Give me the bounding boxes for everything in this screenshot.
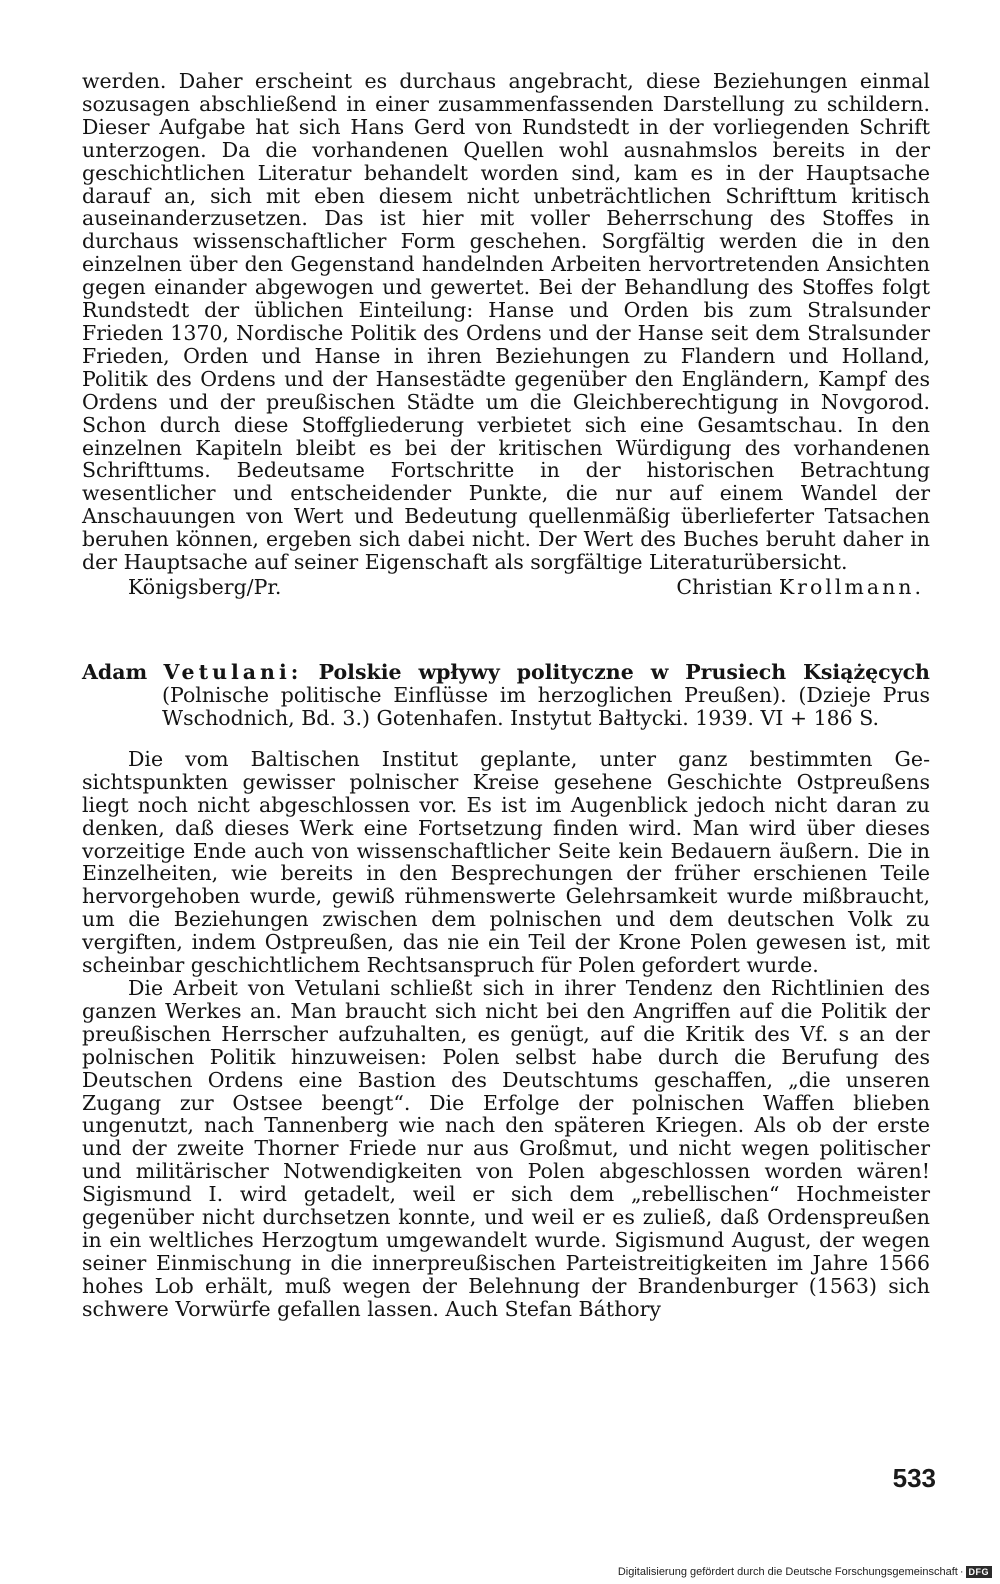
- review-bibliography: (Polnische politische Einflüsse im herzoglichen Preußen). (Dzieje Prus Wschodnich, Bd. 3.) Gotenhafen. Instytut Bałtycki. 1939. VI + 186 S.: [162, 682, 930, 730]
- review-body: [82, 748, 930, 1321]
- footer-credit: [618, 1566, 992, 1578]
- review-paragraph-1: Die vom Baltischen Institut geplante, unter ganz bestimmten Gesichtspunkten gewisser polnischer Kreise gesehene Geschichte Ostpreußens liegt noch nicht abgeschlossen vor. Es ist im Augenblick jedoch nicht daran zu denken, daß dieses Werk eine Fortsetzung finden wird. Man wird über dieses vorzeitige Ende auch von wissenschaftlicher Seite kein Bedauern äußern. Die in Einzelheiten, wie bereits in den Besprechungen der früher erschienen Teile hervorgehoben wurde, gewiß rühmenswerte Gelehrsamkeit wurde mißbraucht, um die Beziehungen zwischen dem polnischen und dem deutschen Volk zu vergiften, indem Ostpreußen, das nie ein Teil der Krone Polen gewesen ist, mit scheinbar geschichtlichem Rechtsanspruch für Polen gefordert wurde.: [82, 746, 930, 978]
- review-heading: [82, 661, 930, 730]
- signature-reviewer: [676, 576, 924, 599]
- footer-text: Digitalisierung gefördert durch die Deutsche Forschungsgemeinschaft: [617, 1566, 958, 1578]
- review-book-title: Polskie wpływy polityczne w Prusiech Książęcych: [318, 659, 930, 684]
- page-body: [82, 70, 930, 1321]
- dfg-logo-icon: DFG: [966, 1566, 993, 1578]
- signature-place: Königsberg/Pr.: [128, 574, 282, 599]
- review-author-last: Vetulani:: [163, 659, 303, 684]
- reviewer-last-name: Krollmann.: [778, 574, 924, 599]
- continuation-paragraph: werden. Daher erscheint es durchaus angebracht, diese Beziehungen einmal sozusagen abschließend in einer zusammenfassenden Darstellung zu schildern. Dieser Aufgabe hat sich Hans Gerd von Rundstedt in der vorliegenden Schrift unterzogen. Da die vorhandenen Quellen wohl ausnahmslos bereits in der geschichtlichen Literatur behandelt worden sind, kam es in der Hauptsache darauf an, sich mit eben diesem nicht unbeträchtlichen Schrifttum kritisch auseinanderzusetzen. Das ist hier mit voller Beherrschung des Stoffes in durchaus wissenschaftlicher Form geschehen. Sorgfältig werden die in den einzelnen über den Gegenstand handelnden Arbeiten hervortretenden Ansichten gegen einander abgewogen und gewertet. Bei der Behandlung des Stoffes folgt Rundstedt der üblichen Einteilung: Hanse und Orden bis zum Stralsunder Frieden 1370, Nordische Politik des Ordens und der Hanse seit dem Stralsunder Frieden, Orden und Hanse in ihren Beziehungen zu Flandern und Holland, Politik des Ordens und der Hansestädte gegenüber den Engländern, Kampf des Ordens und der preußischen Städte um die Gleichberechtigung in Novgorod. Schon durch diese Stoffgliederung verbietet sich eine Gesamtschau. In den einzelnen Kapiteln bleibt es bei der kritischen Würdigung des vorhandenen Schrifttums. Bedeutsame Fortschritte in der historischen Betrachtung wesentlicher und entscheidender Punkte, die nur auf einem Wandel der Anschauungen von Wert und Bedeutung quellenmäßig überlieferter Tatsachen beruhen können, ergeben sich dabei nicht. Der Wert des Buches beruht daher in der Hauptsache auf seiner Eigenschaft als sorgfältige Literaturübersicht.: [82, 69, 930, 575]
- reviewer-first-name: Christian: [676, 574, 773, 599]
- review-signature: [82, 576, 930, 599]
- review-author-first: Adam: [82, 659, 148, 684]
- footer-separator: ·: [959, 1566, 964, 1578]
- page-number: 533: [892, 1463, 936, 1493]
- review-paragraph-2: Die Arbeit von Vetulani schließt sich in ihrer Tendenz den Richtlinien des ganzen Werkes an. Man braucht sich nicht bei den Angriffen auf die Politik der preußischen Herrscher aufzuhalten, es genügt, auf die Kritik des Vf. s an der polnischen Politik hinzuweisen: Polen selbst habe durch die Berufung des Deutschen Ordens eine Bastion des Deutschtums geschaffen, „die unseren Zugang zur Ostsee beengt“. Die Erfolge der polnischen Waffen blieben ungenutzt, nach Tannenberg wie nach den späteren Kriegen. Als ob der erste und der zweite Thorner Friede nur aus Großmut, und nicht wegen politischer und militärischer Notwendigkeiten von Polen abgeschlossen worden wären! Sigismund I. wird getadelt, weil er sich dem „rebellischen“ Hochmeister gegenüber nicht durchsetzen konnte, und weil er es zuließ, daß Ordenspreußen in ein weltliches Herzogtum umgewandelt wurde. Sigismund August, der wegen seiner Einmischung in die innerpreußischen Parteistreitigkeiten im Jahre 1566 hohes Lob erhält, muß wegen der Belehnung der Brandenburger (1563) sich schwere Vorwürfe gefallen lassen. Auch Stefan Báthory: [82, 976, 930, 1321]
